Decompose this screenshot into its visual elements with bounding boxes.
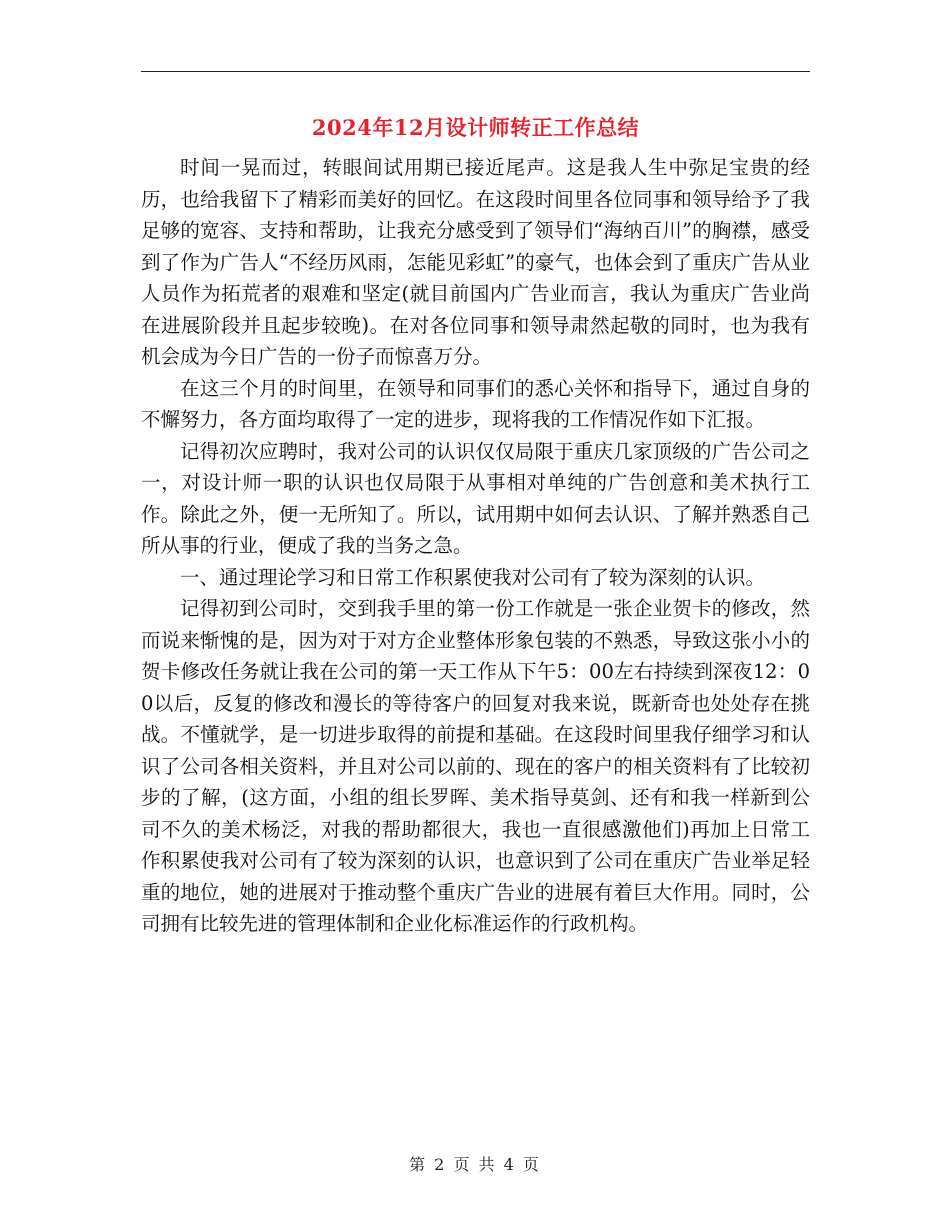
paragraph-1: 时间一晃而过，转眼间试用期已接近尾声。这是我人生中弥足宝贵的经历，也给我留下了精彩而美好的回忆。在这段时间里各位同事和领导给予了我足够的宽容、支持和帮助，让我充分感受到了领导们“海纳百川”的胸襟，感受到了作为广告人“不经历风雨，怎能见彩虹”的豪气，也体会到了重庆广告从业人员作为拓荒者的艰难和坚定(就目前国内广告业而言，我认为重庆广告业尚在进展阶段并且起步较晚)。在对各位同事和领导肃然起敬的同时，也为我有机会成为今日广告的一份子而惊喜万分。: [141, 156, 810, 368]
page-number: 第 2 页 共 4 页: [409, 1155, 541, 1174]
paragraph-2: 在这三个月的时间里，在领导和同事们的悉心关怀和指导下，通过自身的不懈努力，各方面均取得了一定的进步，现将我的工作情况作如下汇报。: [141, 376, 810, 431]
paragraph-4: 记得初到公司时，交到我手里的第一份工作就是一张企业贺卡的修改，然而说来惭愧的是，因为对于对方企业整体形象包装的不熟悉，导致这张小小的贺卡修改任务就让我在公司的第一天工作从下午5：00左右持续到深夜12：00以后，反复的修改和漫长的等待客户的回复对我来说，既新奇也处处存在挑战。不懂就学，是一切进步取得的前提和基础。在这段时间里我仔细学习和认识了公司各相关资料，并且对公司以前的、现在的客户的相关资料有了比较初步的了解，(这方面，小组的组长罗晖、美术指导莫剑、还有和我一样新到公司不久的美术杨泛，对我的帮助都很大，我也一直很感激他们)再加上日常工作积累使我对公司有了较为深刻的认识，也意识到了公司在重庆广告业举足轻重的地位，她的进展对于推动整个重庆广告业的进展有着巨大作用。同时，公司拥有比较先进的管理体制和企业化标准运作的行政机构。: [141, 597, 810, 935]
paragraph-3: 记得初次应聘时，我对公司的认识仅仅局限于重庆几家顶级的广告公司之一，对设计师一职的认识也仅局限于从事相对单纯的广告创意和美术执行工作。除此之外，便一无所知了。所以，试用期中如何去认识、了解并熟悉自己所从事的行业，便成了我的当务之急。: [141, 439, 810, 557]
document-title: 2024年12月设计师转正工作总结: [311, 115, 640, 140]
document-body: [141, 152, 810, 940]
section-heading-1: 一、通过理论学习和日常工作积累使我对公司有了较为深刻的认识。: [180, 565, 766, 589]
header-rule: [141, 71, 810, 72]
